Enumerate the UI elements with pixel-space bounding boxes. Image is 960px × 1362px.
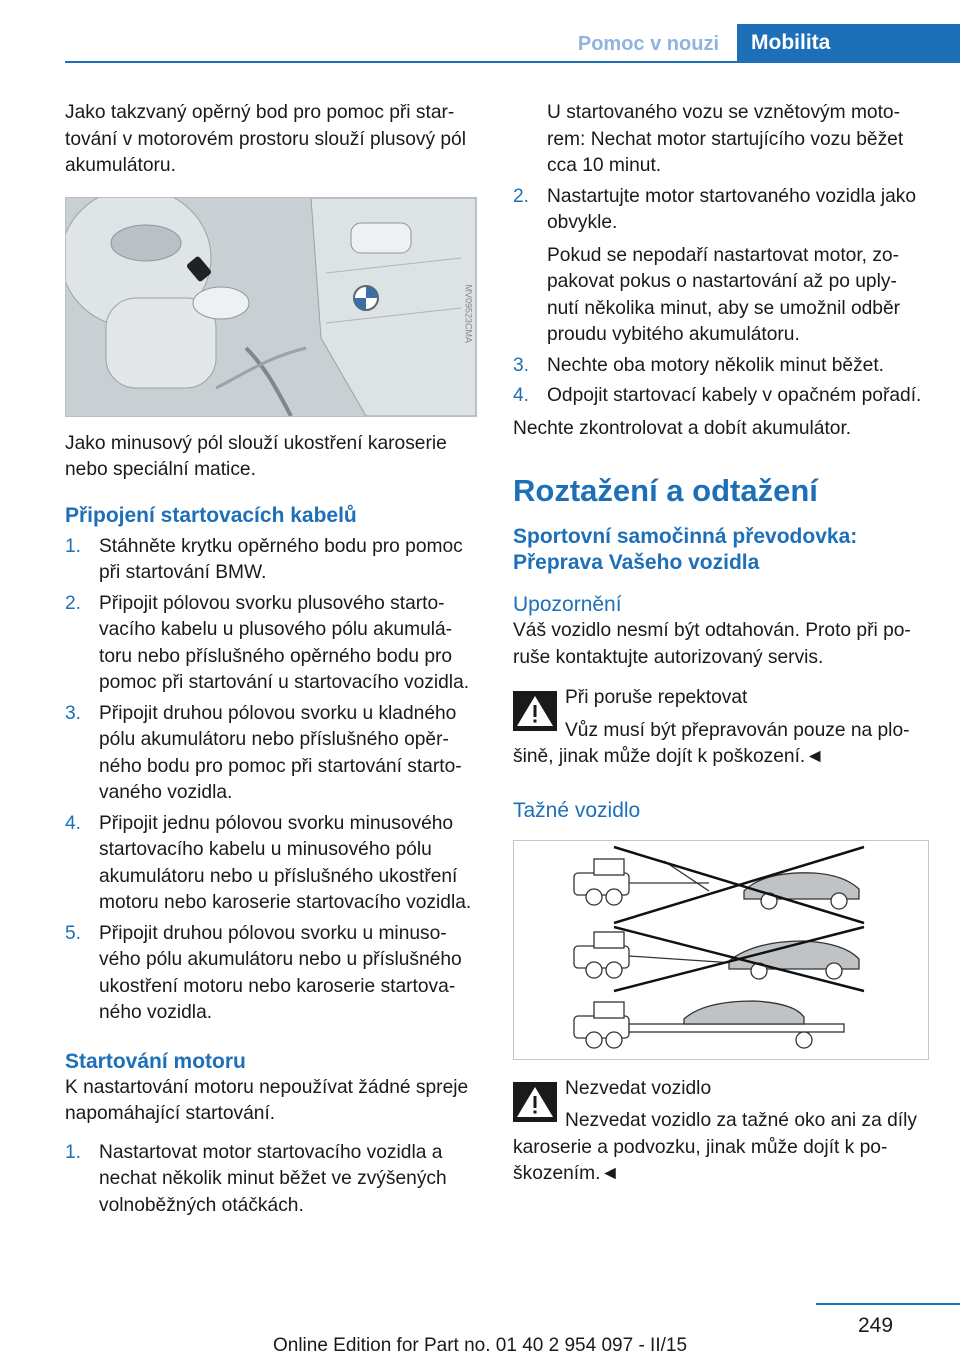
step-text: U startovaného vozu se vznětovým moto‐rem: Nechat motor startujícího vozu běžet cca 10 minut. [547,102,904,176]
step-number: 1. [65,535,82,557]
list-item [513,383,928,410]
closing-paragraph: Nechte zkontrolovat a dobít akumulátor. [513,417,852,439]
step-text: Nechte oba motory několik minut běžet. [547,354,885,376]
start-steps-list [65,1140,480,1220]
step-number: 1. [65,1141,82,1163]
list-item [65,701,480,807]
section-heading: Roztažení a odtažení [513,473,818,508]
notice-paragraph: Váš vozidlo nesmí být odtahován. Proto při po‐ruše kontaktujte autorizovaný servis. [513,620,911,668]
warning-icon [513,691,557,731]
list-item [513,353,928,380]
header-section-title: Pomoc v nouzi [577,33,719,55]
engine-bay-illustration [66,198,476,416]
warning-box [513,685,928,771]
warning-text: Nezvedat vozidlo za tažné oko ani za díly karoserie a podvozku, jinak může dojít k po‐škozením.◄ [513,1110,917,1184]
list-item [65,534,480,587]
page-number: 249 [858,1314,894,1337]
list-item [65,811,480,917]
step-number: 3. [513,354,530,376]
notice-heading: Upozornění [513,593,622,616]
towing-figure [513,840,929,1060]
list-item [65,921,480,1027]
warning-icon [513,1082,557,1122]
intro-paragraph: Jako takzvaný opěrný bod pro pomoc při star‐tování v motorovém prostoru slouží plusový pól akumulátoru. [65,102,466,176]
step-text: Připojit jednu pólovou svorku minusového startovacího kabelu u minusového pólu akumulátoru nebo u příslušného ukostření motoru nebo karoserie startovacího vozidla. [99,812,472,913]
step-number: 3. [65,702,82,724]
start-heading: Startování motoru [65,1049,246,1073]
header-chapter-title: Mobilita [737,24,960,62]
image-code: MV09523CMA [464,283,474,343]
engine-bay-photo [65,197,477,417]
warning-box-lift [513,1076,928,1188]
start-paragraph: K nastartování motoru nepoužívat žádné spreje napomáhající startování. [65,1076,469,1124]
header-rule [65,61,960,63]
step-text: Nastartovat motor startovacího vozidla a nechat několik minut běžet ve zvýšených volnoběžných otáčkách. [99,1141,447,1216]
after-image-paragraph: Jako minusový pól slouží ukostření karoserie nebo speciální matice. [65,432,447,480]
start-steps-continued [513,100,928,410]
step-text: Odpojit startovací kabely v opačném pořadí. [547,385,922,406]
list-item [513,184,928,237]
step-text: Nastartujte motor startovaného vozidla jako obvykle. [547,185,917,233]
step-number: 2. [513,185,530,207]
step-number: 5. [65,922,82,944]
list-item [65,591,480,697]
step-number: 4. [513,385,530,406]
list-item [513,100,928,180]
towing-illustration [514,841,928,1059]
step-number: 4. [65,812,82,834]
step-text: Připojit druhou pólovou svorku u minuso‐vého pólu akumulátoru nebo u příslušného ukostření motoru nebo karoserie startova‐ného vozidla. [99,922,462,1023]
subsection-heading: Sportovní samočinná převodovka: Přeprava Vašeho vozidla [513,525,858,574]
step-note: Pokud se nepodaří nastartovat motor, zo‐pakovat pokus o nastartování až po uply‐nutí několika minut, aby se umožnil odběr proudu vybitého akumulátoru. [547,244,901,345]
left-column [65,100,480,1219]
step-number: 2. [65,592,82,614]
tow-heading: Tažné vozidlo [513,798,641,822]
cable-heading: Připojení startovacích kabelů [65,503,357,527]
warning-title: Nezvedat vozidlo [565,1077,712,1099]
cable-steps-list [65,534,480,1027]
edition-note: Online Edition for Part no. 01 40 2 954 097 - II/15 [272,1335,688,1356]
step-text: Připojit druhou pólovou svorku u kladného pólu akumulátoru nebo příslušného opěr‐ného bodu pro pomoc při startování starto‐vaného vozidla. [99,702,462,803]
step-text: Stáhněte krytku opěrného bodu pro pomoc při startování BMW. [99,535,463,583]
list-item-note [513,243,928,349]
list-item [65,1140,480,1220]
warning-text: Vůz musí být přepravován pouze na plo‐šině, jinak může dojít k poškození.◄ [513,719,910,767]
footer-rule [816,1303,960,1305]
warning-title: Při poruše repektovat [565,687,748,708]
step-text: Připojit pólovou svorku plusového starto‐vacího kabelu u plusového pólu akumulá‐toru nebo příslušného opěrného bodu pro pomoc při startování u startovacího vozidla. [99,592,470,693]
right-column [513,100,928,1188]
